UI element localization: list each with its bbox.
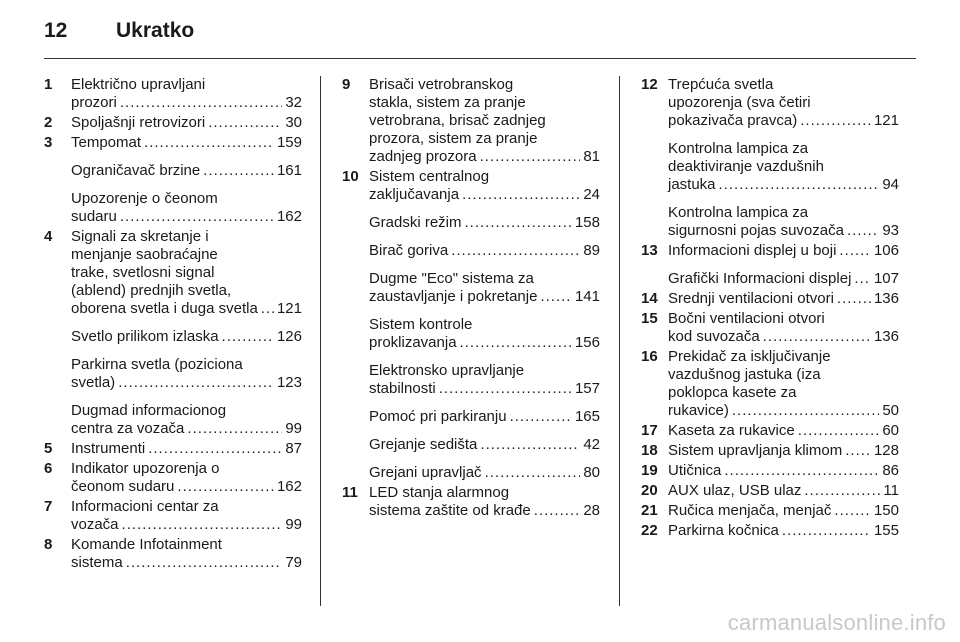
entry-last-line	[668, 402, 899, 420]
column-divider-left	[320, 76, 321, 606]
entry-label: Srednji ventilacioni otvori	[668, 290, 834, 307]
index-column-left	[44, 76, 302, 572]
entry-text	[369, 168, 600, 204]
entry-page-number: 11	[883, 482, 899, 499]
entry-label: prozori	[71, 94, 117, 111]
index-entry	[641, 462, 899, 480]
dot-leader	[122, 516, 283, 534]
entry-text	[71, 228, 302, 318]
dot-leader	[782, 522, 871, 540]
entry-text	[71, 498, 302, 534]
entry-last-line	[668, 176, 899, 194]
dot-leader	[845, 442, 871, 460]
index-entry	[342, 168, 600, 204]
dot-leader	[834, 502, 871, 520]
dot-leader	[724, 462, 879, 480]
dot-leader	[847, 222, 879, 240]
entry-text	[71, 76, 302, 112]
dot-leader	[854, 270, 871, 288]
index-entry	[641, 502, 899, 520]
entry-line: LED stanja alarmnog	[369, 484, 510, 501]
entry-text	[369, 316, 600, 352]
entry-number: 4	[44, 228, 53, 245]
entry-last-line	[668, 242, 899, 260]
entry-label: Tempomat	[71, 134, 142, 151]
index-entry	[44, 460, 302, 496]
entry-page-number: 94	[882, 176, 899, 193]
entry-page-number: 121	[276, 300, 302, 317]
index-entry	[44, 134, 302, 152]
entry-text	[369, 436, 600, 454]
index-entry	[641, 442, 899, 460]
entry-label: Ograničavač brzine	[71, 162, 201, 179]
page-title: Ukratko	[116, 19, 195, 42]
entry-line: trake, svetlosni signal	[71, 264, 215, 281]
entry-last-line	[71, 374, 302, 392]
entry-text	[668, 462, 899, 480]
index-entry	[641, 242, 899, 260]
entry-text	[71, 460, 302, 496]
dot-leader	[187, 420, 282, 438]
entry-last-line	[668, 502, 899, 520]
entry-label: Informacioni displej u boji	[668, 242, 837, 259]
entry-number: 13	[641, 242, 658, 259]
index-entry	[641, 482, 899, 500]
entry-label: rukavice)	[668, 402, 729, 419]
entry-label: Svetlo prilikom izlaska	[71, 328, 219, 345]
entry-line: Informacioni centar za	[71, 498, 219, 515]
entry-last-line	[668, 270, 899, 288]
column-divider-right	[619, 76, 620, 606]
entry-page-number: 158	[574, 214, 600, 231]
entry-text	[668, 522, 899, 540]
entry-page-number: 162	[276, 208, 302, 225]
index-entry	[641, 422, 899, 440]
dot-leader	[451, 242, 580, 260]
entry-page-number: 155	[873, 522, 899, 539]
entry-text	[668, 290, 899, 308]
entry-number: 6	[44, 460, 53, 477]
entry-page-number: 107	[873, 270, 899, 287]
index-entry	[641, 348, 899, 420]
entry-text	[369, 242, 600, 260]
entry-page-number: 81	[583, 148, 600, 165]
dot-leader	[798, 422, 880, 440]
entry-page-number: 28	[583, 502, 600, 519]
entry-line: Bočni ventilacioni otvori	[668, 310, 825, 327]
entry-label: sistema	[71, 554, 123, 571]
entry-label: svetla)	[71, 374, 116, 391]
entry-number: 3	[44, 134, 53, 151]
index-entry	[44, 536, 302, 572]
index-entry	[641, 522, 899, 540]
index-entry	[44, 76, 302, 112]
entry-number: 5	[44, 440, 53, 457]
entry-line: Prekidač za isključivanje	[668, 348, 831, 365]
entry-text	[369, 214, 600, 232]
dot-leader	[804, 482, 880, 500]
entry-page-number: 99	[285, 516, 302, 533]
entry-last-line	[369, 242, 600, 260]
dot-leader	[465, 214, 572, 232]
dot-leader	[485, 464, 581, 482]
entry-text	[71, 134, 302, 152]
index-entry	[44, 114, 302, 132]
index-entry	[342, 484, 600, 520]
index-entry	[44, 440, 302, 458]
entry-page-number: 157	[574, 380, 600, 397]
entry-number: 17	[641, 422, 658, 439]
entry-text	[369, 408, 600, 426]
dot-leader	[118, 374, 274, 392]
entry-last-line	[668, 462, 899, 480]
entry-label: proklizavanja	[369, 334, 457, 351]
entry-text	[71, 162, 302, 180]
entry-text	[71, 440, 302, 458]
entry-page-number: 121	[873, 112, 899, 129]
entry-line: Brisači vetrobranskog	[369, 76, 514, 93]
index-entry	[342, 362, 600, 398]
entry-page-number: 123	[276, 374, 302, 391]
entry-label: čeonom sudaru	[71, 478, 175, 495]
entry-line: Indikator upozorenja o	[71, 460, 220, 477]
dot-leader	[839, 242, 871, 260]
entry-page-number: 89	[583, 242, 600, 259]
entry-last-line	[71, 300, 302, 318]
entry-line: deaktiviranje vazdušnih	[668, 158, 824, 175]
dot-leader	[480, 436, 580, 454]
entry-label: sudaru	[71, 208, 117, 225]
entry-line: Kontrolna lampica za	[668, 140, 809, 157]
dot-leader	[208, 114, 282, 132]
entry-page-number: 93	[882, 222, 899, 239]
entry-last-line	[71, 328, 302, 346]
entry-last-line	[71, 94, 302, 112]
index-entry	[342, 436, 600, 454]
entry-line: Dugme "Eco" sistema za	[369, 270, 534, 287]
entry-last-line	[668, 222, 899, 240]
entry-page-number: 30	[285, 114, 302, 131]
entry-number: 2	[44, 114, 53, 131]
dot-leader	[177, 478, 274, 496]
entry-number: 9	[342, 76, 351, 93]
index-entry	[342, 464, 600, 482]
dot-leader	[534, 502, 581, 520]
dot-leader	[837, 290, 871, 308]
entry-line: Sistem centralnog	[369, 168, 490, 185]
entry-line: vazdušnog jastuka (iza	[668, 366, 821, 383]
entry-text	[668, 140, 899, 194]
entry-last-line	[369, 436, 600, 454]
entry-last-line	[369, 288, 600, 306]
index-entry	[342, 316, 600, 352]
entry-page-number: 60	[882, 422, 899, 439]
dot-leader	[510, 408, 572, 426]
entry-number: 21	[641, 502, 658, 519]
entry-label: Parkirna kočnica	[668, 522, 779, 539]
entry-label: Ručica menjača, menjač	[668, 502, 832, 519]
entry-label: jastuka	[668, 176, 716, 193]
index-entry	[641, 140, 899, 194]
entry-line: Signali za skretanje i	[71, 228, 209, 245]
index-entry	[44, 498, 302, 534]
entry-text	[71, 356, 302, 392]
entry-line: Elektronsko upravljanje	[369, 362, 525, 379]
entry-last-line	[71, 440, 302, 458]
index-column-right	[641, 76, 899, 540]
entry-label: zadnjeg prozora	[369, 148, 477, 165]
entry-last-line	[369, 502, 600, 520]
page-number: 12	[44, 19, 68, 42]
entry-label: Birač goriva	[369, 242, 449, 259]
entry-text	[369, 270, 600, 306]
entry-last-line	[71, 114, 302, 132]
entry-last-line	[71, 516, 302, 534]
entry-last-line	[668, 290, 899, 308]
entry-line: Komande Infotainment	[71, 536, 222, 553]
entry-text	[668, 270, 899, 288]
entry-last-line	[668, 328, 899, 346]
entry-number: 15	[641, 310, 658, 327]
entry-page-number: 162	[276, 478, 302, 495]
entry-label: kod suvozača	[668, 328, 760, 345]
watermark: carmanualsonline.info	[727, 610, 946, 635]
entry-number: 10	[342, 168, 359, 185]
dot-leader	[480, 148, 581, 166]
index-entry	[641, 310, 899, 346]
entry-number: 14	[641, 290, 658, 307]
entry-label: Kaseta za rukavice	[668, 422, 795, 439]
entry-line: menjanje saobraćajne	[71, 246, 218, 263]
entry-number: 16	[641, 348, 658, 365]
entry-text	[369, 464, 600, 482]
entry-label: Grejanje sedišta	[369, 436, 478, 453]
entry-last-line	[668, 522, 899, 540]
entry-text	[71, 402, 302, 438]
entry-page-number: 128	[873, 442, 899, 459]
entry-last-line	[668, 482, 899, 500]
dot-leader	[540, 288, 572, 306]
index-column-middle	[342, 76, 600, 520]
entry-number: 8	[44, 536, 53, 553]
entry-page-number: 80	[583, 464, 600, 481]
entry-line: prozora, sistem za pranje	[369, 130, 538, 147]
entry-line: Dugmad informacionog	[71, 402, 227, 419]
entry-label: sigurnosni pojas suvozača	[668, 222, 844, 239]
entry-last-line	[71, 134, 302, 152]
entry-number: 12	[641, 76, 658, 93]
entry-label: oborena svetla i duga svetla	[71, 300, 258, 317]
entry-last-line	[369, 408, 600, 426]
entry-text	[668, 310, 899, 346]
entry-label: Gradski režim	[369, 214, 462, 231]
dot-leader	[126, 554, 283, 572]
entry-label: Grejani upravljač	[369, 464, 482, 481]
dot-leader	[222, 328, 274, 346]
dot-leader	[439, 380, 572, 398]
entry-number: 19	[641, 462, 658, 479]
entry-last-line	[71, 478, 302, 496]
dot-leader	[460, 334, 572, 352]
entry-page-number: 136	[873, 290, 899, 307]
index-entry	[342, 242, 600, 260]
entry-label: Grafički Informacioni displej	[668, 270, 852, 287]
entry-line: Sistem kontrole	[369, 316, 473, 333]
index-entry	[641, 204, 899, 240]
entry-label: centra za vozača	[71, 420, 185, 437]
entry-last-line	[71, 208, 302, 226]
index-entry	[641, 290, 899, 308]
entry-line: vetrobrana, brisač zadnjeg	[369, 112, 546, 129]
entry-page-number: 24	[583, 186, 600, 203]
index-entry	[641, 270, 899, 288]
entry-line: upozorenja (sva četiri	[668, 94, 811, 111]
entry-label: Instrumenti	[71, 440, 146, 457]
entry-text	[369, 484, 600, 520]
dot-leader	[261, 300, 274, 318]
entry-text	[369, 362, 600, 398]
entry-last-line	[369, 214, 600, 232]
entry-text	[71, 190, 302, 226]
entry-last-line	[369, 148, 600, 166]
entry-page-number: 42	[583, 436, 600, 453]
entry-page-number: 79	[285, 554, 302, 571]
entry-page-number: 87	[285, 440, 302, 457]
entry-text	[668, 442, 899, 460]
entry-label: zaključavanja	[369, 186, 460, 203]
entry-label: vozača	[71, 516, 119, 533]
entry-page-number: 156	[574, 334, 600, 351]
entry-page-number: 106	[873, 242, 899, 259]
entry-text	[369, 76, 600, 166]
index-entry	[44, 190, 302, 226]
dot-leader	[462, 186, 580, 204]
entry-number: 11	[342, 484, 358, 501]
dot-leader	[800, 112, 871, 130]
entry-number: 20	[641, 482, 658, 499]
entry-label: stabilnosti	[369, 380, 436, 397]
entry-last-line	[369, 380, 600, 398]
entry-line: Električno upravljani	[71, 76, 206, 93]
entry-line: poklopca kasete za	[668, 384, 797, 401]
entry-text	[71, 328, 302, 346]
entry-last-line	[71, 420, 302, 438]
entry-text	[668, 76, 899, 130]
entry-text	[668, 204, 899, 240]
entry-page-number: 50	[882, 402, 899, 419]
entry-text	[668, 348, 899, 420]
entry-text	[668, 422, 899, 440]
entry-label: pokazivača pravca)	[668, 112, 798, 129]
header-divider	[44, 58, 916, 59]
entry-page-number: 99	[285, 420, 302, 437]
entry-page-number: 126	[276, 328, 302, 345]
dot-leader	[719, 176, 880, 194]
entry-line: Kontrolna lampica za	[668, 204, 809, 221]
entry-page-number: 136	[873, 328, 899, 345]
entry-label: zaustavljanje i pokretanje	[369, 288, 538, 305]
entry-page-number: 159	[276, 134, 302, 151]
entry-label: AUX ulaz, USB ulaz	[668, 482, 802, 499]
entry-number: 22	[641, 522, 658, 539]
entry-last-line	[668, 442, 899, 460]
entry-page-number: 165	[574, 408, 600, 425]
index-entry	[44, 328, 302, 346]
entry-last-line	[369, 334, 600, 352]
dot-leader	[120, 208, 274, 226]
entry-text	[71, 114, 302, 132]
page-header	[44, 0, 916, 62]
entry-last-line	[369, 186, 600, 204]
entry-line: Upozorenje o čeonom	[71, 190, 218, 207]
index-entry	[641, 76, 899, 130]
entry-text	[668, 482, 899, 500]
entry-label: sistema zaštite od krađe	[369, 502, 531, 519]
index-entry	[44, 162, 302, 180]
entry-number: 7	[44, 498, 53, 515]
index-entry	[342, 408, 600, 426]
index-entry	[342, 76, 600, 166]
index-entry	[44, 356, 302, 392]
entry-number: 18	[641, 442, 658, 459]
dot-leader	[203, 162, 274, 180]
dot-leader	[732, 402, 879, 420]
entry-last-line	[369, 464, 600, 482]
entry-label: Spoljašnji retrovizori	[71, 114, 206, 131]
entry-last-line	[71, 554, 302, 572]
dot-leader	[763, 328, 871, 346]
entry-text	[71, 536, 302, 572]
index-entry	[342, 214, 600, 232]
entry-last-line	[668, 422, 899, 440]
entry-page-number: 86	[882, 462, 899, 479]
entry-line: (ablend) prednjih svetla,	[71, 282, 232, 299]
entry-line: Trepćuća svetla	[668, 76, 774, 93]
entry-line: stakla, sistem za pranje	[369, 94, 526, 111]
index-entry	[44, 228, 302, 318]
entry-label: Pomoć pri parkiranju	[369, 408, 507, 425]
index-entry	[342, 270, 600, 306]
entry-line: Parkirna svetla (poziciona	[71, 356, 243, 373]
dot-leader	[120, 94, 282, 112]
entry-page-number: 32	[285, 94, 302, 111]
entry-page-number: 150	[873, 502, 899, 519]
entry-last-line	[668, 112, 899, 130]
entry-label: Utičnica	[668, 462, 722, 479]
dot-leader	[148, 440, 282, 458]
dot-leader	[144, 134, 274, 152]
entry-text	[668, 502, 899, 520]
entry-last-line	[71, 162, 302, 180]
entry-number: 1	[44, 76, 53, 93]
entry-text	[668, 242, 899, 260]
entry-page-number: 161	[276, 162, 302, 179]
index-entry	[44, 402, 302, 438]
entry-label: Sistem upravljanja klimom	[668, 442, 843, 459]
entry-page-number: 141	[574, 288, 600, 305]
